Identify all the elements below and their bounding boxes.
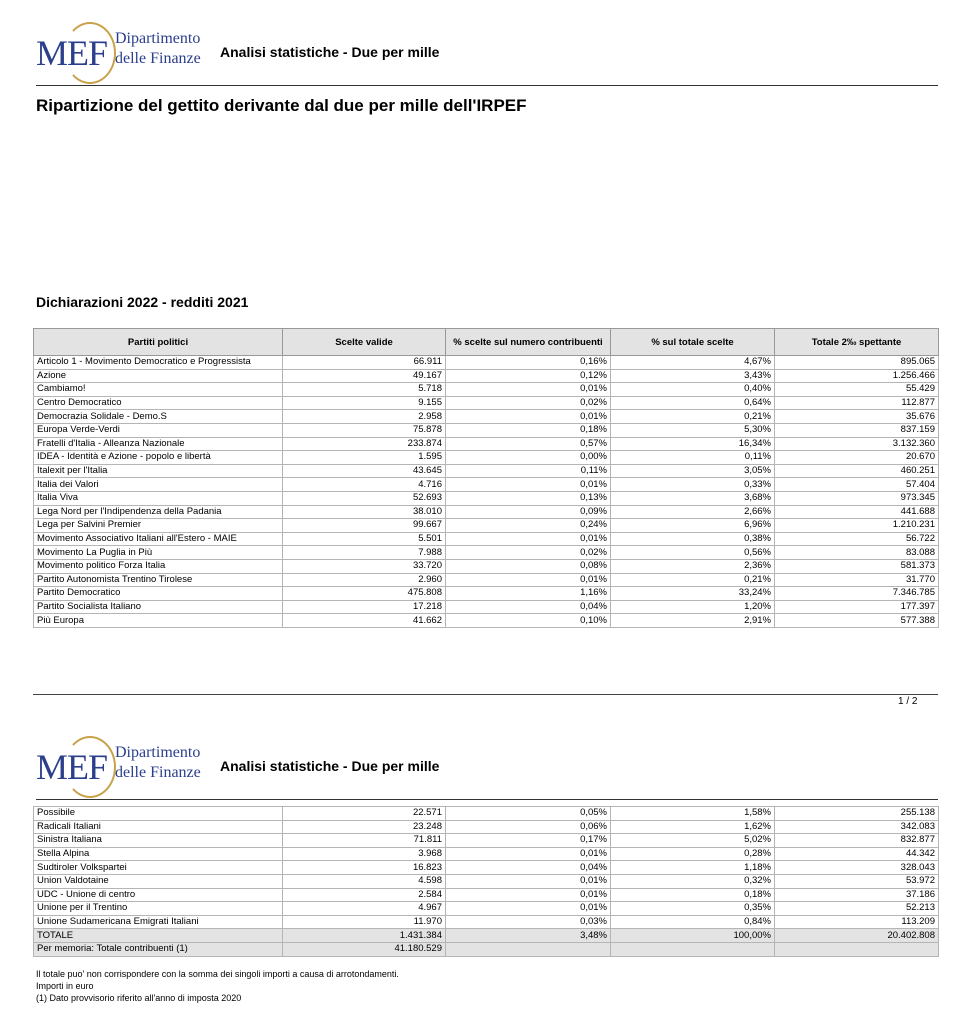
cell-pct-contributors: 0,02% <box>446 396 611 410</box>
cell-amount <box>775 942 939 956</box>
cell-party: IDEA - Identità e Azione - popolo e libertà <box>34 451 283 465</box>
cell-valid-choices: 49.167 <box>283 369 446 383</box>
table-row <box>34 478 939 492</box>
cell-valid-choices: 16.823 <box>283 861 446 875</box>
cell-amount: 577.388 <box>775 614 939 628</box>
cell-amount: 973.345 <box>775 491 939 505</box>
cell-party: Italia dei Valori <box>34 478 283 492</box>
cell-amount: 342.083 <box>775 820 939 834</box>
cell-valid-choices: 52.693 <box>283 491 446 505</box>
cell-amount: 37.186 <box>775 888 939 902</box>
cell-pct-total: 0,32% <box>611 874 775 888</box>
cell-party: Unione Sudamericana Emigrati Italiani <box>34 915 283 929</box>
table-row <box>34 464 939 478</box>
cell-pct-contributors: 0,01% <box>446 532 611 546</box>
cell-pct-contributors: 0,12% <box>446 369 611 383</box>
cell-party: Unione per il Trentino <box>34 902 283 916</box>
cell-party: UDC - Unione di centro <box>34 888 283 902</box>
logo-mark: MEF <box>36 33 108 73</box>
table-row <box>34 451 939 465</box>
table-row <box>34 491 939 505</box>
cell-pct-contributors: 0,10% <box>446 614 611 628</box>
cell-pct-contributors: 0,18% <box>446 423 611 437</box>
cell-party: Possibile <box>34 807 283 821</box>
table-row <box>34 834 939 848</box>
cell-valid-choices: 2.960 <box>283 573 446 587</box>
cell-amount: 52.213 <box>775 902 939 916</box>
cell-valid-choices: 11.970 <box>283 915 446 929</box>
table-row <box>34 410 939 424</box>
cell-pct-total: 0,35% <box>611 902 775 916</box>
cell-amount: 20.402.808 <box>775 929 939 943</box>
table-row <box>34 847 939 861</box>
section-subtitle: Dichiarazioni 2022 - redditi 2021 <box>36 294 249 310</box>
cell-amount: 895.065 <box>775 356 939 370</box>
cell-pct-total: 4,67% <box>611 356 775 370</box>
cell-pct-contributors: 0,04% <box>446 600 611 614</box>
cell-amount: 55.429 <box>775 383 939 397</box>
cell-pct-contributors: 0,08% <box>446 559 611 573</box>
cell-amount: 53.972 <box>775 874 939 888</box>
table-row <box>34 423 939 437</box>
cell-pct-total <box>611 942 775 956</box>
cell-amount: 35.676 <box>775 410 939 424</box>
cell-pct-contributors: 0,04% <box>446 861 611 875</box>
table-row <box>34 369 939 383</box>
table-row <box>34 915 939 929</box>
cell-valid-choices: 43.645 <box>283 464 446 478</box>
header-title: Analisi statistiche - Due per mille <box>220 44 440 60</box>
cell-pct-total: 100,00% <box>611 929 775 943</box>
cell-pct-total: 6,96% <box>611 519 775 533</box>
cell-pct-contributors <box>446 942 611 956</box>
table-row <box>34 546 939 560</box>
cell-valid-choices: 4.967 <box>283 902 446 916</box>
cell-party: Stella Alpina <box>34 847 283 861</box>
table-row <box>34 888 939 902</box>
logo-mark: MEF <box>36 747 108 787</box>
cell-pct-contributors: 0,01% <box>446 478 611 492</box>
cell-party: Azione <box>34 369 283 383</box>
column-header-amount: Totale 2‰ spettante <box>775 329 939 356</box>
cell-pct-contributors: 0,01% <box>446 888 611 902</box>
cell-pct-total: 0,21% <box>611 410 775 424</box>
cell-pct-contributors: 0,01% <box>446 410 611 424</box>
table-row <box>34 505 939 519</box>
mef-logo-page-2 <box>36 738 246 798</box>
table-row <box>34 396 939 410</box>
cell-valid-choices: 23.248 <box>283 820 446 834</box>
cell-pct-contributors: 1,16% <box>446 587 611 601</box>
cell-amount: 441.688 <box>775 505 939 519</box>
table-row <box>34 559 939 573</box>
cell-party: Sudtiroler Volkspartei <box>34 861 283 875</box>
cell-pct-contributors: 0,01% <box>446 874 611 888</box>
cell-party: Movimento La Puglia in Più <box>34 546 283 560</box>
cell-amount: 57.404 <box>775 478 939 492</box>
cell-party: Partito Socialista Italiano <box>34 600 283 614</box>
table-row <box>34 861 939 875</box>
cell-party: Per memoria: Totale contribuenti (1) <box>34 942 283 956</box>
cell-pct-contributors: 0,01% <box>446 383 611 397</box>
cell-party: Italia Viva <box>34 491 283 505</box>
table-row <box>34 874 939 888</box>
cell-pct-contributors: 0,24% <box>446 519 611 533</box>
cell-pct-total: 3,43% <box>611 369 775 383</box>
cell-pct-total: 2,36% <box>611 559 775 573</box>
header-title-page-2: Analisi statistiche - Due per mille <box>220 758 440 774</box>
cell-pct-contributors: 0,17% <box>446 834 611 848</box>
cell-pct-contributors: 3,48% <box>446 929 611 943</box>
cell-amount: 31.770 <box>775 573 939 587</box>
cell-pct-total: 3,05% <box>611 464 775 478</box>
cell-pct-total: 1,62% <box>611 820 775 834</box>
table-header-row <box>34 329 939 356</box>
cell-pct-total: 3,68% <box>611 491 775 505</box>
cell-party: Sinistra Italiana <box>34 834 283 848</box>
cell-pct-total: 16,34% <box>611 437 775 451</box>
cell-amount: 7.346.785 <box>775 587 939 601</box>
cell-party: Movimento Associativo Italiani all'Estero - MAIE <box>34 532 283 546</box>
cell-pct-total: 0,33% <box>611 478 775 492</box>
table-row <box>34 383 939 397</box>
cell-pct-total: 0,18% <box>611 888 775 902</box>
cell-pct-total: 0,11% <box>611 451 775 465</box>
cell-party: Partito Autonomista Trentino Tirolese <box>34 573 283 587</box>
cell-pct-total: 33,24% <box>611 587 775 601</box>
cell-pct-total: 1,20% <box>611 600 775 614</box>
table-row <box>34 519 939 533</box>
logo-line-2: delle Finanze <box>115 764 201 781</box>
cell-pct-contributors: 0,16% <box>446 356 611 370</box>
table-row <box>34 573 939 587</box>
footnotes <box>36 968 399 1004</box>
cell-pct-total: 5,30% <box>611 423 775 437</box>
cell-valid-choices: 4.716 <box>283 478 446 492</box>
column-header-party: Partiti politici <box>34 329 283 356</box>
cell-valid-choices: 4.598 <box>283 874 446 888</box>
cell-pct-contributors: 0,06% <box>446 820 611 834</box>
logo-line-1: Dipartimento <box>115 30 201 47</box>
cell-amount: 177.397 <box>775 600 939 614</box>
cell-pct-total: 0,28% <box>611 847 775 861</box>
cell-party: Europa Verde-Verdi <box>34 423 283 437</box>
cell-valid-choices: 41.180.529 <box>283 942 446 956</box>
cell-pct-contributors: 0,11% <box>446 464 611 478</box>
cell-amount: 581.373 <box>775 559 939 573</box>
footnote-provisional: (1) Dato provvisorio riferito all'anno di imposta 2020 <box>36 993 242 1003</box>
cell-valid-choices: 38.010 <box>283 505 446 519</box>
cell-valid-choices: 22.571 <box>283 807 446 821</box>
results-table-page-1 <box>33 328 939 628</box>
column-header-pct-total: % sul totale scelte <box>611 329 775 356</box>
cell-party: Radicali Italiani <box>34 820 283 834</box>
cell-party: Articolo 1 - Movimento Democratico e Progressista <box>34 356 283 370</box>
table-row <box>34 532 939 546</box>
cell-party: Movimento politico Forza Italia <box>34 559 283 573</box>
table-row <box>34 807 939 821</box>
cell-pct-contributors: 0,01% <box>446 573 611 587</box>
cell-valid-choices: 9.155 <box>283 396 446 410</box>
cell-valid-choices: 233.874 <box>283 437 446 451</box>
cell-party: Democrazia Solidale - Demo.S <box>34 410 283 424</box>
cell-valid-choices: 66.911 <box>283 356 446 370</box>
cell-amount: 460.251 <box>775 464 939 478</box>
cell-party: Union Valdotaine <box>34 874 283 888</box>
cell-pct-contributors: 0,01% <box>446 902 611 916</box>
cell-party: TOTALE <box>34 929 283 943</box>
cell-valid-choices: 33.720 <box>283 559 446 573</box>
cell-valid-choices: 475.808 <box>283 587 446 601</box>
cell-amount: 112.877 <box>775 396 939 410</box>
cell-party: Cambiamo! <box>34 383 283 397</box>
cell-valid-choices: 2.958 <box>283 410 446 424</box>
cell-pct-total: 0,64% <box>611 396 775 410</box>
cell-pct-total: 1,58% <box>611 807 775 821</box>
column-header-valid-choices: Scelte valide <box>283 329 446 356</box>
table-row <box>34 820 939 834</box>
cell-amount: 3.132.360 <box>775 437 939 451</box>
footnote-rounding: Il totale puo' non corrispondere con la somma dei singoli importi a causa di arrotondamenti. <box>36 969 399 979</box>
cell-pct-contributors: 0,02% <box>446 546 611 560</box>
page-title: Ripartizione del gettito derivante dal due per mille dell'IRPEF <box>36 96 527 115</box>
table-row <box>34 437 939 451</box>
cell-party: Lega Nord per l'Indipendenza della Padania <box>34 505 283 519</box>
cell-valid-choices: 7.988 <box>283 546 446 560</box>
cell-pct-contributors: 0,01% <box>446 847 611 861</box>
cell-party: Centro Democratico <box>34 396 283 410</box>
cell-party: Più Europa <box>34 614 283 628</box>
cell-pct-total: 0,84% <box>611 915 775 929</box>
cell-pct-total: 1,18% <box>611 861 775 875</box>
logo-line-1: Dipartimento <box>115 744 201 761</box>
cell-amount: 113.209 <box>775 915 939 929</box>
column-header-pct-contributors: % scelte sul numero contribuenti <box>446 329 611 356</box>
table-row <box>34 600 939 614</box>
table-row <box>34 902 939 916</box>
cell-pct-contributors: 0,13% <box>446 491 611 505</box>
cell-amount: 20.670 <box>775 451 939 465</box>
cell-pct-contributors: 0,05% <box>446 807 611 821</box>
cell-valid-choices: 71.811 <box>283 834 446 848</box>
cell-party: Fratelli d'Italia - Alleanza Nazionale <box>34 437 283 451</box>
header-rule <box>36 85 938 86</box>
cell-pct-total: 5,02% <box>611 834 775 848</box>
total-row <box>34 929 939 943</box>
cell-valid-choices: 5.501 <box>283 532 446 546</box>
cell-pct-contributors: 0,57% <box>446 437 611 451</box>
table-row <box>34 356 939 370</box>
cell-party: Lega per Salvini Premier <box>34 519 283 533</box>
cell-valid-choices: 41.662 <box>283 614 446 628</box>
cell-amount: 837.159 <box>775 423 939 437</box>
table-row <box>34 614 939 628</box>
cell-valid-choices: 5.718 <box>283 383 446 397</box>
page-number: 1 / 2 <box>898 696 918 707</box>
cell-valid-choices: 99.667 <box>283 519 446 533</box>
logo-line-2: delle Finanze <box>115 50 201 67</box>
cell-valid-choices: 3.968 <box>283 847 446 861</box>
page-footer-rule <box>33 694 938 695</box>
cell-valid-choices: 1.431.384 <box>283 929 446 943</box>
cell-pct-contributors: 0,09% <box>446 505 611 519</box>
cell-amount: 83.088 <box>775 546 939 560</box>
cell-pct-total: 0,38% <box>611 532 775 546</box>
cell-amount: 255.138 <box>775 807 939 821</box>
cell-amount: 56.722 <box>775 532 939 546</box>
cell-valid-choices: 75.878 <box>283 423 446 437</box>
cell-pct-total: 0,40% <box>611 383 775 397</box>
footnote-currency: Importi in euro <box>36 981 94 991</box>
cell-pct-contributors: 0,00% <box>446 451 611 465</box>
results-table-page-2 <box>33 806 939 957</box>
cell-amount: 328.043 <box>775 861 939 875</box>
cell-pct-total: 2,91% <box>611 614 775 628</box>
cell-party: Partito Democratico <box>34 587 283 601</box>
cell-pct-contributors: 0,03% <box>446 915 611 929</box>
cell-party: Italexit per l'Italia <box>34 464 283 478</box>
cell-amount: 44.342 <box>775 847 939 861</box>
cell-amount: 832.877 <box>775 834 939 848</box>
header-rule-page-2 <box>36 799 938 800</box>
cell-valid-choices: 17.218 <box>283 600 446 614</box>
mef-logo <box>36 24 246 84</box>
memo-row <box>34 942 939 956</box>
cell-valid-choices: 2.584 <box>283 888 446 902</box>
cell-pct-total: 0,56% <box>611 546 775 560</box>
cell-amount: 1.210.231 <box>775 519 939 533</box>
cell-valid-choices: 1.595 <box>283 451 446 465</box>
cell-pct-total: 2,66% <box>611 505 775 519</box>
cell-pct-total: 0,21% <box>611 573 775 587</box>
cell-amount: 1.256.466 <box>775 369 939 383</box>
table-row <box>34 587 939 601</box>
